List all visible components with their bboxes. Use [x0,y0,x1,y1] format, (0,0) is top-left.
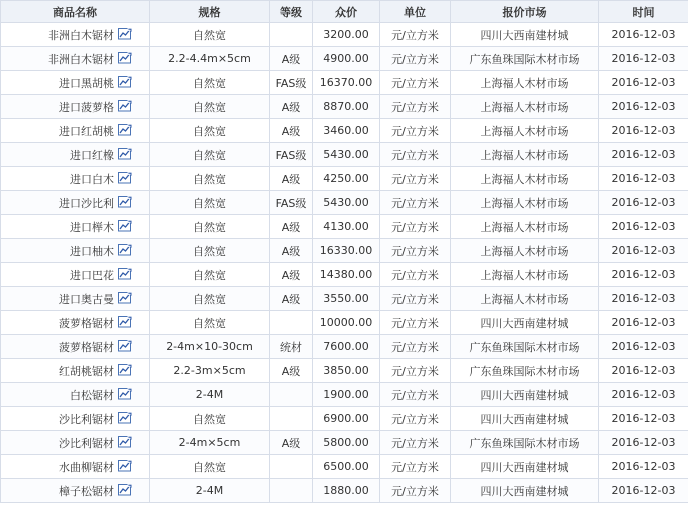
spec-cell: 2-4M [150,479,270,503]
market-cell: 广东鱼珠国际木材市场 [451,359,599,383]
table-row [1,119,688,143]
grade-cell [270,383,313,407]
time-cell: 2016-12-03 [599,455,688,479]
unit-cell: 元/立方米 [380,311,451,335]
product-name-cell [1,23,150,47]
spec-cell: 2-4M [150,383,270,407]
grade-cell: FAS级 [270,191,313,215]
column-header-price: 众价 [313,1,380,23]
grade-cell: A级 [270,119,313,143]
market-cell: 四川大西南建材城 [451,407,599,431]
price-cell: 10000.00 [313,311,380,335]
table-row [1,47,688,71]
grade-cell [270,455,313,479]
product-name[interactable]: 进口柚木 [70,244,114,258]
grade-cell: A级 [270,47,313,71]
price-cell: 1900.00 [313,383,380,407]
table-row [1,455,688,479]
price-chart-icon[interactable] [118,316,132,328]
price-cell: 4130.00 [313,215,380,239]
market-cell: 上海福人木材市场 [451,263,599,287]
table-body [1,23,688,503]
spec-cell: 自然宽 [150,119,270,143]
product-name[interactable]: 菠萝格锯材 [59,316,114,330]
unit-cell: 元/立方米 [380,23,451,47]
product-name[interactable]: 进口奥古曼 [59,292,114,306]
spec-cell: 自然宽 [150,95,270,119]
time-cell: 2016-12-03 [599,119,688,143]
market-cell: 上海福人木材市场 [451,143,599,167]
price-cell: 5430.00 [313,191,380,215]
table-row [1,167,688,191]
market-cell: 上海福人木材市场 [451,119,599,143]
product-name-cell [1,263,150,287]
market-cell: 上海福人木材市场 [451,167,599,191]
price-cell: 16370.00 [313,71,380,95]
price-chart-icon[interactable] [118,436,132,448]
price-cell: 14380.00 [313,263,380,287]
time-cell: 2016-12-03 [599,383,688,407]
product-name[interactable]: 沙比利锯材 [59,412,114,426]
unit-cell: 元/立方米 [380,143,451,167]
spec-cell: 自然宽 [150,23,270,47]
spec-cell: 自然宽 [150,311,270,335]
price-cell: 4250.00 [313,167,380,191]
time-cell: 2016-12-03 [599,407,688,431]
product-name-cell [1,359,150,383]
grade-cell: A级 [270,239,313,263]
price-chart-icon[interactable] [118,412,132,424]
time-cell: 2016-12-03 [599,191,688,215]
grade-cell: A级 [270,263,313,287]
product-name-cell [1,311,150,335]
price-cell: 5800.00 [313,431,380,455]
price-chart-icon[interactable] [118,148,132,160]
time-cell: 2016-12-03 [599,23,688,47]
product-name-cell [1,215,150,239]
table-row [1,335,688,359]
price-chart-icon[interactable] [118,220,132,232]
grade-cell: A级 [270,95,313,119]
grade-cell: A级 [270,167,313,191]
spec-cell: 自然宽 [150,407,270,431]
unit-cell: 元/立方米 [380,215,451,239]
table-row [1,383,688,407]
price-cell: 6500.00 [313,455,380,479]
market-cell: 广东鱼珠国际木材市场 [451,431,599,455]
table-row [1,287,688,311]
unit-cell: 元/立方米 [380,95,451,119]
time-cell: 2016-12-03 [599,359,688,383]
unit-cell: 元/立方米 [380,359,451,383]
spec-cell: 2-4m×5cm [150,431,270,455]
price-chart-icon[interactable] [118,268,132,280]
price-cell: 3550.00 [313,287,380,311]
grade-cell: 统材 [270,335,313,359]
table-row [1,71,688,95]
unit-cell: 元/立方米 [380,335,451,359]
table-row [1,23,688,47]
market-cell: 四川大西南建材城 [451,479,599,503]
product-name[interactable]: 进口沙比利 [59,196,114,210]
product-name-cell [1,239,150,263]
price-cell: 5430.00 [313,143,380,167]
header-row [1,1,688,23]
grade-cell: FAS级 [270,143,313,167]
market-cell: 四川大西南建材城 [451,455,599,479]
market-cell: 上海福人木材市场 [451,95,599,119]
column-header-time: 时间 [599,1,688,23]
price-chart-icon[interactable] [118,292,132,304]
time-cell: 2016-12-03 [599,479,688,503]
spec-cell: 自然宽 [150,239,270,263]
time-cell: 2016-12-03 [599,47,688,71]
price-chart-icon[interactable] [118,196,132,208]
product-name[interactable]: 进口红胡桃 [59,124,114,138]
table-row [1,479,688,503]
table-row [1,143,688,167]
price-chart-icon[interactable] [118,244,132,256]
time-cell: 2016-12-03 [599,167,688,191]
spec-cell: 2.2-4.4m×5cm [150,47,270,71]
product-name[interactable]: 菠萝格锯材 [59,340,114,354]
unit-cell: 元/立方米 [380,455,451,479]
grade-cell: A级 [270,359,313,383]
unit-cell: 元/立方米 [380,287,451,311]
product-name[interactable]: 进口黑胡桃 [59,76,114,90]
market-cell: 上海福人木材市场 [451,191,599,215]
product-name-cell [1,167,150,191]
price-chart-icon[interactable] [118,460,132,472]
grade-cell: A级 [270,287,313,311]
price-chart-icon[interactable] [118,76,132,88]
market-cell: 上海福人木材市场 [451,215,599,239]
market-cell: 广东鱼珠国际木材市场 [451,47,599,71]
product-name[interactable]: 沙比利锯材 [59,436,114,450]
unit-cell: 元/立方米 [380,191,451,215]
time-cell: 2016-12-03 [599,95,688,119]
spec-cell: 自然宽 [150,71,270,95]
grade-cell [270,407,313,431]
table-row [1,431,688,455]
market-cell: 上海福人木材市场 [451,71,599,95]
column-header-name: 商品名称 [1,1,150,23]
time-cell: 2016-12-03 [599,335,688,359]
time-cell: 2016-12-03 [599,311,688,335]
table-row [1,311,688,335]
unit-cell: 元/立方米 [380,479,451,503]
price-cell: 8870.00 [313,95,380,119]
table-row [1,95,688,119]
unit-cell: 元/立方米 [380,119,451,143]
column-header-unit: 单位 [380,1,451,23]
price-chart-icon[interactable] [118,52,132,64]
product-name-cell [1,287,150,311]
price-cell: 3200.00 [313,23,380,47]
price-cell: 3850.00 [313,359,380,383]
time-cell: 2016-12-03 [599,263,688,287]
market-cell: 广东鱼珠国际木材市场 [451,335,599,359]
price-cell: 3460.00 [313,119,380,143]
grade-cell: FAS级 [270,71,313,95]
spec-cell: 自然宽 [150,455,270,479]
grade-cell [270,479,313,503]
unit-cell: 元/立方米 [380,431,451,455]
price-chart-icon[interactable] [118,124,132,136]
time-cell: 2016-12-03 [599,431,688,455]
price-chart-icon[interactable] [118,100,132,112]
price-cell: 16330.00 [313,239,380,263]
table-row [1,407,688,431]
product-name[interactable]: 进口红橡 [70,148,114,162]
product-name-cell [1,95,150,119]
spec-cell: 自然宽 [150,167,270,191]
market-cell: 四川大西南建材城 [451,311,599,335]
table-row [1,215,688,239]
time-cell: 2016-12-03 [599,287,688,311]
time-cell: 2016-12-03 [599,143,688,167]
product-name[interactable]: 红胡桃锯材 [59,364,114,378]
price-chart-icon[interactable] [118,484,132,496]
market-cell: 上海福人木材市场 [451,287,599,311]
price-cell: 1880.00 [313,479,380,503]
unit-cell: 元/立方米 [380,383,451,407]
unit-cell: 元/立方米 [380,71,451,95]
grade-cell [270,311,313,335]
product-name[interactable]: 樟子松锯材 [59,484,114,498]
table-row [1,359,688,383]
price-chart-icon[interactable] [118,364,132,376]
spec-cell: 2-4m×10-30cm [150,335,270,359]
spec-cell: 2.2-3m×5cm [150,359,270,383]
product-name-cell [1,455,150,479]
unit-cell: 元/立方米 [380,167,451,191]
price-cell: 4900.00 [313,47,380,71]
product-name-cell [1,335,150,359]
time-cell: 2016-12-03 [599,215,688,239]
product-name[interactable]: 非洲白木锯材 [48,52,114,66]
spec-cell: 自然宽 [150,263,270,287]
spec-cell: 自然宽 [150,287,270,311]
grade-cell: A级 [270,215,313,239]
market-cell: 四川大西南建材城 [451,23,599,47]
price-cell: 7600.00 [313,335,380,359]
table-row [1,263,688,287]
table-header [1,1,688,23]
product-name-cell [1,407,150,431]
product-name-cell [1,47,150,71]
product-name-cell [1,479,150,503]
column-header-spec: 规格 [150,1,270,23]
product-name-cell [1,143,150,167]
product-name[interactable]: 白松锯材 [70,388,114,402]
price-chart-icon[interactable] [118,28,132,40]
column-header-market: 报价市场 [451,1,599,23]
unit-cell: 元/立方米 [380,263,451,287]
product-name[interactable]: 进口巴花 [70,268,114,282]
product-name[interactable]: 进口菠萝格 [59,100,114,114]
price-chart-icon[interactable] [118,340,132,352]
product-name-cell [1,383,150,407]
product-name-cell [1,71,150,95]
market-cell: 四川大西南建材城 [451,383,599,407]
spec-cell: 自然宽 [150,191,270,215]
price-chart-icon[interactable] [118,172,132,184]
time-cell: 2016-12-03 [599,71,688,95]
product-name[interactable]: 非洲白木锯材 [48,28,114,42]
price-cell: 6900.00 [313,407,380,431]
product-name-cell [1,119,150,143]
table-row [1,191,688,215]
price-chart-icon[interactable] [118,388,132,400]
product-name[interactable]: 水曲柳锯材 [59,460,114,474]
product-name[interactable]: 进口白木 [70,172,114,186]
column-header-grade: 等级 [270,1,313,23]
unit-cell: 元/立方米 [380,47,451,71]
spec-cell: 自然宽 [150,215,270,239]
product-name-cell [1,191,150,215]
product-name-cell [1,431,150,455]
unit-cell: 元/立方米 [380,239,451,263]
product-name[interactable]: 进口榉木 [70,220,114,234]
table-row [1,239,688,263]
unit-cell: 元/立方米 [380,407,451,431]
time-cell: 2016-12-03 [599,239,688,263]
spec-cell: 自然宽 [150,143,270,167]
grade-cell [270,23,313,47]
grade-cell: A级 [270,431,313,455]
market-cell: 上海福人木材市场 [451,239,599,263]
